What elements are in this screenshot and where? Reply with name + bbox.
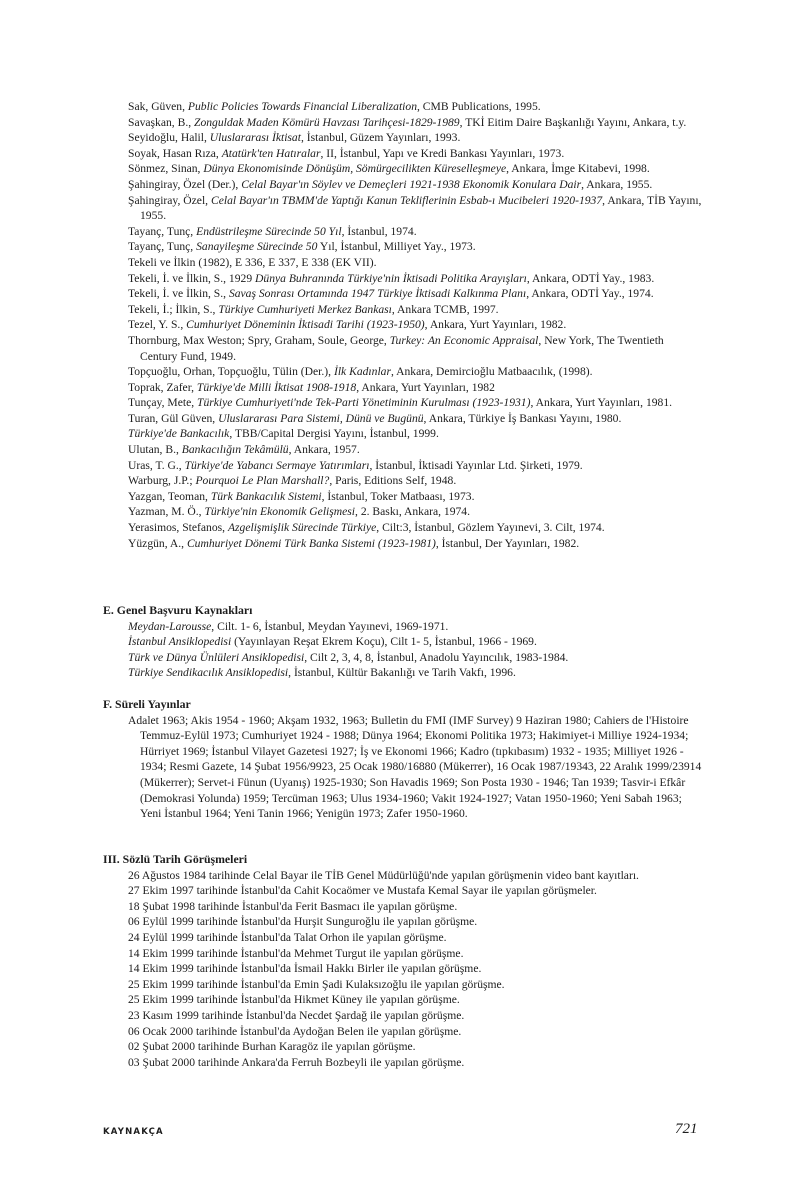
italic-title: İstanbul Ansiklopedisi bbox=[128, 635, 232, 649]
text-run: , Ankara, Yurt Yayınları, 1981. bbox=[530, 396, 673, 410]
bibliography-entry bbox=[103, 177, 703, 193]
text-run: Tekeli, İ. ve İlkin, S., 1929 bbox=[128, 271, 256, 285]
interview-entry: 24 Eylül 1999 tarihinde İstanbul'da Talat Orhon ile yapılan görüşme. bbox=[128, 930, 447, 944]
italic-title: Türkiye'de Bankacılık bbox=[128, 427, 230, 441]
text-run: Yazman, M. Ö., bbox=[128, 505, 205, 519]
bibliography-entry bbox=[103, 504, 703, 520]
bibliography-entry bbox=[103, 99, 703, 115]
text-run: Yerasimos, Stefanos, bbox=[128, 521, 228, 535]
italic-title: Yeni Tanin bbox=[233, 807, 284, 821]
italic-title: Tan bbox=[571, 775, 589, 789]
text-run: 1973; bbox=[354, 807, 387, 821]
italic-title: Cumhuriyet Dönemi Türk Banka Sistemi (1923-1981) bbox=[186, 536, 436, 550]
bibliography-entry bbox=[103, 520, 703, 536]
text-run: , İstanbul, 1974. bbox=[341, 224, 417, 238]
text-run: Tekeli ve İlkin (1982), E 336, E 337, E 338 (EK VII). bbox=[128, 255, 377, 269]
interview-entry: 02 Şubat 2000 tarihinde Burhan Karagöz ile yapılan görüşme. bbox=[128, 1040, 416, 1054]
text-run: , Ankara, TİB Yayını, 1955. bbox=[140, 193, 702, 223]
italic-title: Cumhuriyet bbox=[241, 729, 297, 743]
italic-title: Uluslararası Para Sistemi, Dünü ve Bugünü bbox=[218, 411, 424, 425]
text-run: , TKİ Eitim Daire Başkanlığı Yayını, Ankara, t.y. bbox=[459, 115, 687, 129]
bibliography-entry bbox=[103, 364, 703, 380]
text-run: 1963; bbox=[158, 713, 191, 727]
italic-title: Ekonomi Politika bbox=[425, 729, 507, 743]
italic-title: İstanbul Vilayet Gazetesi bbox=[211, 744, 328, 758]
text-run: , Cilt 2, 3, 4, 8, İstanbul, Anadolu Yayıncılık, 1983-1984. bbox=[304, 650, 569, 664]
bibliography-entry bbox=[103, 411, 703, 427]
text-run: Savaşkan, B., bbox=[128, 115, 195, 129]
italic-title: Türkiye Sendikacılık Ansiklopedisi bbox=[128, 666, 289, 680]
italic-title: Sanayileşme Sürecinde 50 bbox=[196, 240, 318, 254]
bibliography-entry bbox=[103, 395, 703, 411]
text-run: , İstanbul, Kültür Bakanlığı ve Tarih Vakfı, 1996. bbox=[288, 666, 516, 680]
text-run: , Ankara TCMB, 1997. bbox=[391, 302, 499, 316]
italic-title: Yeni Sabah bbox=[599, 791, 653, 805]
text-run: 1932, 1963; bbox=[309, 713, 371, 727]
interview-entry: 06 Ocak 2000 tarihinde İstanbul'da Aydoğan Belen ile yapılan görüşme. bbox=[128, 1024, 462, 1038]
italic-title: Dünya Ekonomisinde Dönüşüm, Sömürgecilikten Küreselleşmeye bbox=[203, 162, 507, 176]
italic-title: Dünya Buhranında Türkiye'nin İktisadi Politika Arayışları bbox=[255, 271, 527, 285]
text-run: , Ankara, Yurt Yayınları, 1982 bbox=[356, 380, 495, 394]
italic-title: Türk Bankacılık Sistemi bbox=[210, 489, 322, 503]
section-periodicals bbox=[103, 697, 703, 822]
italic-title: Savaş Sonrası Ortamında 1947 Türkiye İktisadi Kalkınma Planı bbox=[228, 287, 527, 301]
text-run: Tayanç, Tunç, bbox=[128, 240, 197, 254]
text-run: Tunçay, Mete, bbox=[128, 396, 198, 410]
text-run: Tekeli, İ. ve İlkin, S., bbox=[128, 287, 229, 301]
bibliography-entry bbox=[103, 161, 703, 177]
bibliography-entry bbox=[103, 489, 703, 505]
text-run: , II, İstanbul, Yapı ve Kredi Bankası Yayınları, 1973. bbox=[320, 146, 565, 160]
section-general-references bbox=[103, 603, 703, 681]
bibliography-entry bbox=[103, 130, 703, 146]
italic-title: Tasvir-i Efkâr bbox=[620, 775, 686, 789]
text-run: Yüzgün, A., bbox=[128, 536, 187, 550]
text-run: , Ankara, Yurt Yayınları, 1982. bbox=[424, 318, 567, 332]
italic-title: Cumhuriyet Döneminin İktisadi Tarihi (1923-1950) bbox=[186, 318, 425, 332]
text-run: Tekeli, İ.; İlkin, S., bbox=[128, 302, 219, 316]
bibliography-entry bbox=[103, 193, 703, 224]
italic-title: Celal Bayar'ın Söylev ve Demeçleri 1921-1938 Ekonomik Konulara Dair bbox=[241, 177, 582, 191]
italic-title: Vakit bbox=[431, 791, 456, 805]
text-run: Topçuoğlu, Orhan, Topçuoğlu, Tülin (Der.), bbox=[128, 365, 334, 379]
text-run: Soyak, Hasan Rıza, bbox=[128, 146, 222, 160]
text-run: Warburg, J.P.; bbox=[128, 474, 196, 488]
text-run: (tıpkıbasım) 1932 - 1935; bbox=[488, 744, 614, 758]
section-heading: F. Süreli Yayınlar bbox=[103, 697, 191, 711]
italic-title: Atatürk'ten Hatıralar bbox=[221, 146, 321, 160]
italic-title: Uluslararası İktisat bbox=[209, 131, 301, 145]
interview-entry: 14 Ekim 1999 tarihinde İstanbul'da Mehmet Turgut ile yapılan görüşme. bbox=[128, 946, 464, 960]
interview-entry: 25 Ekim 1999 tarihinde İstanbul'da Hikmet Küney ile yapılan görüşme. bbox=[128, 993, 460, 1007]
text-run: , Paris, Editions Self, 1948. bbox=[329, 474, 457, 488]
italic-title: Türkiye'de Yabancı Sermaye Yatırımları bbox=[184, 458, 370, 472]
italic-title: Public Policies Towards Financial Liberalization bbox=[187, 100, 417, 113]
text-run: 1964; bbox=[392, 729, 426, 743]
text-run: Uras, T. G., bbox=[128, 458, 185, 472]
interview-list bbox=[103, 868, 703, 1071]
text-run: (Yayınlayan Reşat Ekrem Koçu), Cilt 1- 5, İstanbul, 1966 - 1969. bbox=[231, 635, 537, 649]
interview-entry: 06 Eylül 1999 tarihinde İstanbul'da Hurşit Sunguroğlu ile yapılan görüşme. bbox=[128, 915, 478, 929]
italic-title: Hürriyet bbox=[140, 744, 180, 758]
reference-entry bbox=[103, 650, 703, 666]
text-run: Thornburg, Max Weston; Spry, Graham, Soule, George, bbox=[128, 333, 390, 347]
text-run: , Ankara, Demircioğlu Matbaacılık, (1998). bbox=[390, 365, 593, 379]
bibliography-entry bbox=[103, 442, 703, 458]
interview-entry: 26 Ağustos 1984 tarihinde Celal Bayar ile TİB Genel Müdürlüğü'nde yapılan görüşmenin video bant kayıtları. bbox=[128, 868, 639, 882]
italic-title: Dünya bbox=[362, 729, 393, 743]
italic-title: Son Posta bbox=[460, 775, 507, 789]
bibliography-entry bbox=[103, 333, 703, 364]
italic-title: Türkiye Cumhuriyeti'nde Tek-Parti Yönetiminin Kurulması (1923-1931) bbox=[197, 396, 531, 410]
text-run: 1924-1927; bbox=[455, 791, 515, 805]
text-run: , Ankara, ODTİ Yay., 1974. bbox=[526, 287, 654, 301]
text-run: (IMF Survey) 9 Haziran 1980; bbox=[446, 713, 594, 727]
bibliography-entry bbox=[103, 458, 703, 474]
italic-title: Meydan-Larousse bbox=[128, 619, 212, 633]
text-run: , İstanbul, Toker Matbaası, 1973. bbox=[321, 489, 475, 503]
italic-title: Türkiye'de Milli İktisat 1908-1918 bbox=[196, 380, 357, 394]
text-run: Turan, Gül Güven, bbox=[128, 411, 219, 425]
text-run: , TBB/Capital Dergisi Yayını, İstanbul, 1999. bbox=[229, 427, 439, 441]
section-heading: III. Sözlü Tarih Görüşmeleri bbox=[103, 852, 248, 866]
bibliography-list bbox=[103, 99, 703, 551]
text-run: 1966; bbox=[283, 807, 316, 821]
italic-title: Cahiers de l'Histoire bbox=[593, 713, 689, 727]
text-run: , Ankara, ODTİ Yay., 1983. bbox=[526, 271, 655, 285]
text-run: , 14 Şubat 1956/9923, 25 Ocak 1980/16880 (Mükerrer), 16 Ocak 1987/19343, 22 Aralık 1999/23914 (Mükerrer); bbox=[140, 760, 702, 789]
italic-title: Turkey: An Economic Appraisal bbox=[389, 333, 539, 347]
italic-title: Celal Bayar'ın TBMM'de Yaptığı Kanun Tekliflerinin Esbab-ı Mucibeleri 1920-1937 bbox=[210, 193, 603, 207]
text-run: Yazgan, Teoman, bbox=[128, 489, 211, 503]
bibliography-entry bbox=[103, 239, 703, 255]
interview-entry: 27 Ekim 1997 tarihinde İstanbul'da Cahit Kocaömer ve Mustafa Kemal Sayar ile yapılan görüşmeler. bbox=[128, 884, 597, 898]
text-run: 1969; bbox=[428, 775, 461, 789]
italic-title: Ulus bbox=[350, 791, 373, 805]
interview-entry: 23 Kasım 1999 tarihinde İstanbul'da Necdet Şardağ ile yapılan görüşme. bbox=[128, 1008, 465, 1022]
italic-title: Bankacılığın Tekâmülü bbox=[181, 443, 289, 457]
reference-list bbox=[103, 619, 703, 681]
text-run: (Demokrasi Yolunda) 1959; bbox=[140, 791, 272, 805]
text-run: , Ankara, 1957. bbox=[288, 443, 360, 457]
italic-title: Resmi Gazete bbox=[169, 760, 235, 774]
italic-title: Azgelişmişlik Sürecinde Türkiye bbox=[227, 521, 377, 535]
italic-title: Milliyet bbox=[613, 744, 651, 758]
italic-title: İş ve Ekonomi bbox=[360, 744, 428, 758]
italic-title: Adalet bbox=[128, 713, 159, 727]
text-run: , Ankara, 1955. bbox=[581, 177, 653, 191]
text-run: Temmuz-Eylül 1973; bbox=[140, 729, 242, 743]
text-run: Tayanç, Tunç, bbox=[128, 224, 197, 238]
bibliography-entry bbox=[103, 473, 703, 489]
text-run: , Cilt. 1- 6, İstanbul, Meydan Yayınevi, 1969-1971. bbox=[211, 619, 449, 633]
italic-title: Bulletin du FMI bbox=[370, 713, 447, 727]
text-run: 1966; bbox=[427, 744, 460, 758]
text-run: Sak, Güven, bbox=[128, 100, 188, 113]
reference-entry bbox=[103, 634, 703, 650]
text-run: 1964; bbox=[201, 807, 234, 821]
bibliography-entry bbox=[103, 271, 703, 287]
text-run: (Uyanış) 1925-1930; bbox=[266, 775, 370, 789]
bibliography-entry bbox=[103, 426, 703, 442]
text-run: 1926 - 1934; bbox=[140, 744, 684, 774]
text-run: 1954 - 1960; bbox=[212, 713, 277, 727]
bibliography-entry bbox=[103, 115, 703, 131]
italic-title: Kadro bbox=[459, 744, 489, 758]
section-oral-history bbox=[103, 852, 703, 1070]
running-title: KAYNAKÇA bbox=[103, 1127, 164, 1137]
text-run: Şahingiray, Özel, bbox=[128, 193, 211, 207]
italic-title: Vatan bbox=[514, 791, 542, 805]
bibliography-entry bbox=[103, 255, 703, 271]
italic-title: Son Havadis bbox=[369, 775, 429, 789]
bibliography-entry bbox=[103, 286, 703, 302]
section-heading: E. Genel Başvuru Kaynakları bbox=[103, 603, 253, 617]
text-run: 1934-1960; bbox=[372, 791, 432, 805]
text-run: Ulutan, B., bbox=[128, 443, 182, 457]
italic-title: Türk ve Dünya Ünlüleri Ansiklopedisi bbox=[128, 650, 305, 664]
text-run: , İstanbul, Güzem Yayınları, 1993. bbox=[300, 131, 461, 145]
text-run: Yıl, İstanbul, Milliyet Yay., 1973. bbox=[317, 240, 476, 254]
text-run: Seyidoğlu, Halil, bbox=[128, 131, 210, 145]
text-run: Toprak, Zafer, bbox=[128, 380, 197, 394]
text-run: 1950-1960; bbox=[541, 791, 600, 805]
text-run: , Ankara, Türkiye İş Bankası Yayını, 1980. bbox=[423, 411, 622, 425]
bibliography-entry bbox=[103, 380, 703, 396]
italic-title: Yeni İstanbul bbox=[140, 807, 202, 821]
italic-title: Türkiye Cumhuriyeti Merkez Bankası bbox=[218, 302, 392, 316]
italic-title: İlk Kadınlar bbox=[333, 365, 391, 379]
interview-entry: 03 Şubat 2000 tarihinde Ankara'da Ferruh Bozbeyli ile yapılan görüşme. bbox=[128, 1055, 465, 1069]
text-run: 1963; bbox=[652, 791, 682, 805]
text-run: 1973; bbox=[506, 729, 539, 743]
italic-title: Yenigün bbox=[315, 807, 355, 821]
bibliography-entry bbox=[103, 536, 703, 552]
text-run: 1924-1934; bbox=[631, 729, 689, 743]
text-run: Şahingiray, Özel (Der.), bbox=[128, 177, 242, 191]
italic-title: Hakimiyet-i Milliye bbox=[538, 729, 632, 743]
italic-title: Servet-i Fünun bbox=[197, 775, 267, 789]
italic-title: Akis bbox=[190, 713, 213, 727]
periodicals-paragraph bbox=[103, 713, 703, 822]
text-run: , Cilt:3, İstanbul, Gözlem Yayınevi, 3. Cilt, 1974. bbox=[376, 521, 605, 535]
interview-entry: 14 Ekim 1999 tarihinde İstanbul'da İsmail Hakkı Birler ile yapılan görüşme. bbox=[128, 962, 482, 976]
italic-title: Pourquoi Le Plan Marshall? bbox=[195, 474, 330, 488]
italic-title: Endüstrileşme Sürecinde 50 Yıl bbox=[196, 224, 342, 238]
italic-title: Zafer bbox=[386, 807, 412, 821]
text-run: , CMB Publications, 1995. bbox=[417, 100, 541, 113]
reference-entry bbox=[103, 665, 703, 681]
text-run: , New York, The Twentieth Century Fund, 1949. bbox=[140, 333, 664, 363]
bibliography-entry bbox=[103, 317, 703, 333]
reference-entry bbox=[103, 619, 703, 635]
page-number: 721 bbox=[675, 1121, 698, 1137]
text-run: 1950-1960. bbox=[411, 807, 468, 821]
bibliography-entry bbox=[103, 224, 703, 240]
text-run: , İstanbul, İktisadi Yayınlar Ltd. Şirketi, 1979. bbox=[369, 458, 583, 472]
text-run: 1939; bbox=[588, 775, 621, 789]
text-run: 1963; bbox=[318, 791, 351, 805]
text-run: Sönmez, Sinan, bbox=[128, 162, 204, 176]
italic-title: Tercüman bbox=[271, 791, 319, 805]
text-run: 1930 - 1946; bbox=[506, 775, 572, 789]
italic-title: Zonguldak Maden Kömürü Havzası Tarihçesi-1829-1989 bbox=[194, 115, 460, 129]
text-run: , 2. Baskı, Ankara, 1974. bbox=[355, 505, 470, 519]
text-run: 1969; bbox=[179, 744, 212, 758]
text-run: 1924 - 1988; bbox=[296, 729, 363, 743]
bibliography-entry bbox=[103, 146, 703, 162]
text-run: , İstanbul, Der Yayınları, 1982. bbox=[435, 536, 580, 550]
interview-entry: 18 Şubat 1998 tarihinde İstanbul'da Ferit Basmacı ile yapılan görüşme. bbox=[128, 899, 458, 913]
bibliography-entry bbox=[103, 302, 703, 318]
italic-title: Akşam bbox=[276, 713, 310, 727]
text-run: , Ankara, İmge Kitabevi, 1998. bbox=[506, 162, 650, 176]
text-run: Tezel, Y. S., bbox=[128, 318, 187, 332]
interview-entry: 25 Ekim 1999 tarihinde İstanbul'da Emin Şadi Kulaksızoğlu ile yapılan görüşme. bbox=[128, 977, 505, 991]
text-run: 1927; bbox=[327, 744, 360, 758]
italic-title: Türkiye'nin Ekonomik Gelişmesi bbox=[204, 505, 356, 519]
